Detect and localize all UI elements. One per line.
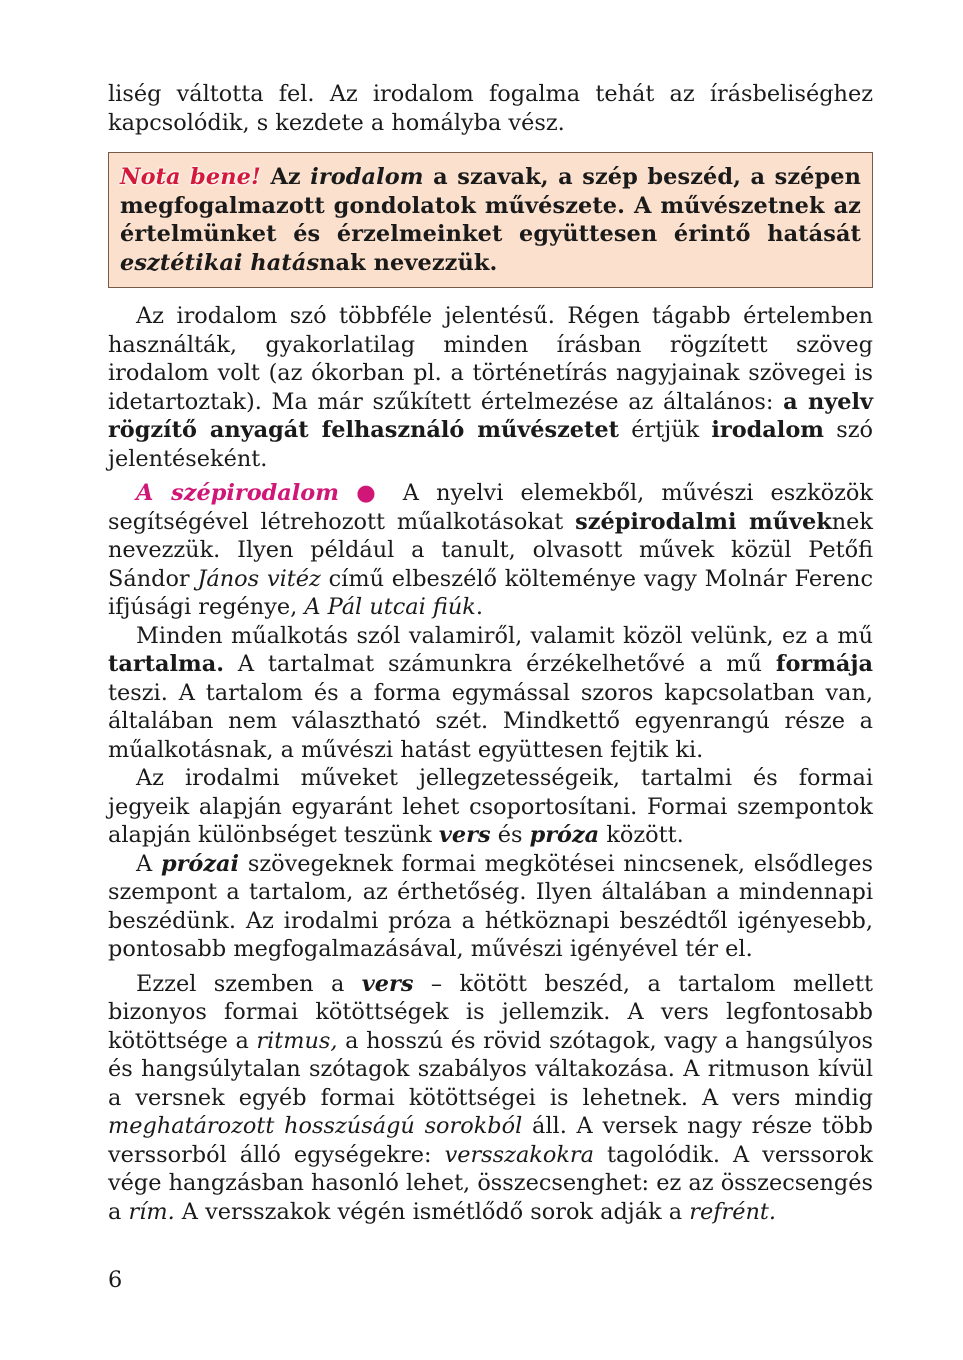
title-pal-utcai-fiuk: A Pál utcai fiúk bbox=[304, 594, 476, 620]
term-vers: vers bbox=[438, 822, 491, 848]
paragraph-irodalom-jelentese: Az irodalom szó többféle jelentésű. Régen tágabb értelemben használták, gyakorlatilag minden írásban rögzített szöveg irodalom volt (az ókorban pl. a történetírás nagyjainak szövegei is idetartoztak). Ma már szűkített értelmezése az általános: a nyelv rögzítő anyagát felhasználó művészetet értjük irodalom szó jelentéseként. bbox=[108, 303, 873, 472]
section-heading-szepirodalom: A szépirodalom bbox=[136, 480, 339, 506]
term-prozai: prózai bbox=[160, 850, 240, 877]
intro-paragraph bbox=[108, 80, 873, 137]
paragraph-tartalom-forma: Minden műalkotás szól valamiről, valamit közöl velünk, ez a mű tartalma. A tartalmat számunkra érzékelhetővé a mű formája teszi. A tartalom és a forma egymással szoros kapcsolatban van, általában nem választható szét. Mindkettő egyenrangú része a műalkotásnak, a művészi hatást együttesen fejtik ki. bbox=[108, 622, 873, 763]
bullet-icon: ● bbox=[356, 480, 386, 506]
term-versszakokra: versszakokra bbox=[444, 1141, 594, 1168]
term-ritmus: ritmus, bbox=[256, 1027, 338, 1054]
paragraph-prozai: A prózai szövegeknek formai megkötései nincsenek, elsődleges szempont a tartalom, az érthetőség. Ilyen általában a mindennapi beszédünk. Az irodalmi próza a hétköznapi beszédtől igényesebb, pontosabb megfogalmazásával, művészi igényével tér el. bbox=[108, 850, 873, 962]
term-rim: rím. bbox=[128, 1198, 175, 1225]
term-irodalom: irodalom bbox=[310, 164, 424, 190]
paragraph-csoportositas: Az irodalmi műveket jellegzetességeik, tartalmi és formai jegyeik alapján egyaránt lehet csoportosítani. Formai szempontok alapján különbséget teszünk vers és próza között. bbox=[108, 765, 873, 848]
term-szepirodalmi-muvek: szépirodalmi művek bbox=[575, 508, 832, 535]
term-esztetikai-hatas: esztétikai hatás bbox=[120, 249, 320, 276]
term-sorok: meghatározott hosszúságú sorokból bbox=[108, 1113, 523, 1139]
term-vers-2: vers bbox=[361, 970, 414, 997]
paragraph-szepirodalom: A szépirodalom ● A nyelvi elemekből, művészi eszközök segítségével létrehozott műalkotásokat szépirodalmi műveknek nevezzük. Ilyen például a tanult, olvasott művek közül Petőfi Sándor János vitéz című elbeszélő költeménye vagy Molnár Ferenc ifjúsági regénye, A Pál utcai fiúk. bbox=[108, 480, 873, 620]
paragraph-vers: Ezzel szemben a vers – kötött beszéd, a tartalom mellett bizonyos formai kötöttségek is jellemzik. A vers legfontosabb kötöttsége a ritmus, a hosszú és rövid szótagok, vagy a hangsúlyos és hangsúlytalan szótagok szabályos váltakozása. A ritmuson kívül a versnek egyéb formai kötöttségei is lehetnek. A vers mindig meghatározott hosszúságú sorokból áll. A versek nagy része több verssorból álló egységekre: versszakokra tagolódik. A verssorok vége hangzásban hasonló lehet, összecsenghet: ez az összecsengés a rím. A versszakok végén ismétlődő sorok adják a refrént. bbox=[108, 970, 874, 1225]
title-janos-vitez: János vitéz bbox=[197, 565, 321, 592]
intro-text: liség váltotta fel. Az irodalom fogalma tehát az írásbeliséghez kapcsolódik, s kezdete a homályba vész. bbox=[108, 81, 873, 136]
page-number: 6 bbox=[108, 1267, 123, 1293]
term-proza: próza bbox=[529, 822, 600, 848]
term-irodalom-bold: irodalom bbox=[711, 417, 824, 443]
nota-bene-label: Nota bene! bbox=[120, 164, 261, 190]
term-formaja: formája bbox=[775, 651, 873, 677]
nota-bene-text: Nota bene! Az irodalom a szavak, a szép beszéd, a szépen megfogalmazott gondolatok művészete. A művészetnek az értelmünket és érzelmeinket együttesen érintő hatását esztétikai hatásnak nevezzük. bbox=[120, 164, 861, 276]
term-refren: refrént. bbox=[689, 1198, 776, 1225]
term-nyelv-rogzito: a nyelv rögzítő anyagát felhasználó művészetet bbox=[108, 388, 873, 443]
nota-bene-box bbox=[108, 152, 873, 288]
term-tartalma: tartalma. bbox=[108, 651, 224, 677]
